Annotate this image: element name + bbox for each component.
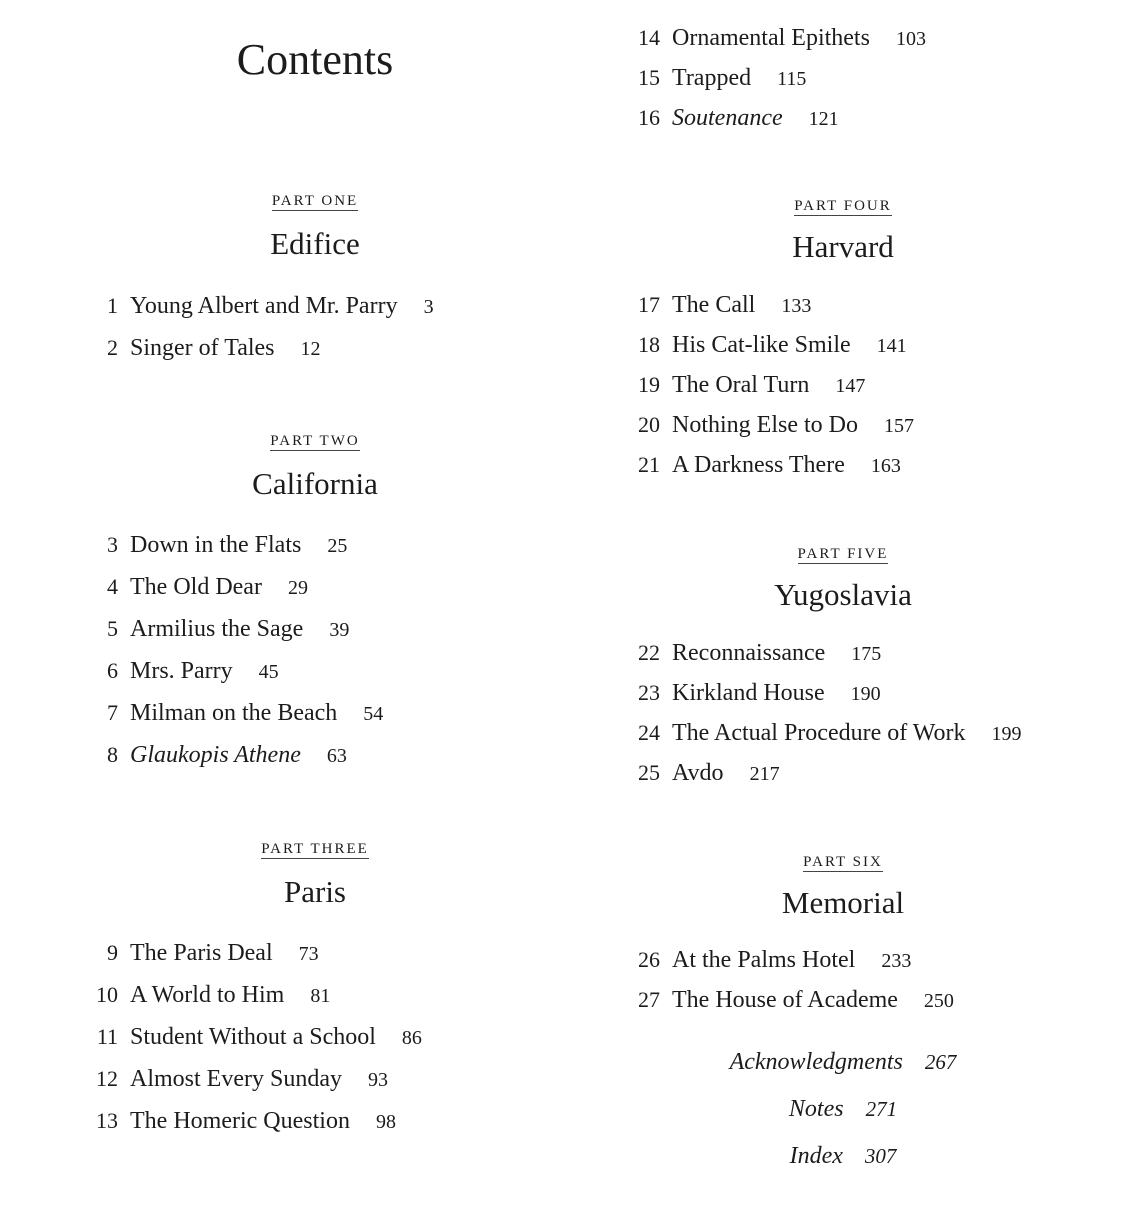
toc-entry[interactable]: 24 The Actual Procedure of Work 199 (638, 720, 1022, 746)
toc-entry[interactable]: 7 Milman on the Beach 54 (107, 700, 384, 726)
page-title: Contents (236, 35, 394, 84)
part-label: PART SIX (803, 854, 883, 870)
toc-entry[interactable]: 1 Young Albert and Mr. Parry 3 (107, 293, 434, 319)
toc-entry[interactable]: 17 The Call 133 (638, 292, 812, 318)
part-label: PART TWO (270, 433, 360, 449)
toc-entry[interactable]: 2 Singer of Tales 12 (107, 335, 321, 361)
toc-entry[interactable]: 10 A World to Him 81 (96, 982, 331, 1008)
toc-entry[interactable]: 5 Armilius the Sage 39 (107, 616, 350, 642)
toc-entry[interactable]: 3 Down in the Flats 25 (107, 532, 348, 558)
part-title: Paris (284, 874, 346, 909)
part-title: Memorial (781, 885, 905, 920)
toc-entry[interactable]: 22 Reconnaissance 175 (638, 640, 882, 666)
toc-entry[interactable]: 9 The Paris Deal 73 (107, 940, 319, 966)
toc-entry[interactable]: 23 Kirkland House 190 (638, 680, 881, 706)
part-label: PART FIVE (797, 546, 889, 562)
part-title: Edifice (270, 226, 360, 261)
toc-entry[interactable]: 25 Avdo 217 (638, 760, 780, 786)
toc-entry[interactable]: 18 His Cat-like Smile 141 (638, 332, 907, 358)
toc-entry[interactable]: 13 The Homeric Question 98 (96, 1108, 396, 1134)
toc-entry[interactable]: 4 The Old Dear 29 (107, 574, 308, 600)
back-matter-entry[interactable]: Index 307 (789, 1143, 897, 1169)
part-title: Yugoslavia (774, 577, 912, 612)
toc-entry[interactable]: 21 A Darkness There 163 (638, 452, 901, 478)
toc-entry[interactable]: 19 The Oral Turn 147 (638, 372, 866, 398)
toc-entry[interactable]: 6 Mrs. Parry 45 (107, 658, 279, 684)
toc-entry[interactable]: 20 Nothing Else to Do 157 (638, 412, 914, 438)
back-matter-entry[interactable]: Acknowledgments 267 (729, 1049, 957, 1075)
toc-entry[interactable]: 26 At the Palms Hotel 233 (638, 947, 912, 973)
toc-entry[interactable]: 14 Ornamental Epithets 103 (638, 25, 926, 51)
toc-entry[interactable]: 12 Almost Every Sunday 93 (96, 1066, 388, 1092)
toc-entry[interactable]: 27 The House of Academe 250 (638, 987, 954, 1013)
part-label: PART THREE (261, 841, 369, 857)
part-label: PART FOUR (794, 198, 892, 214)
toc-entry[interactable]: 15 Trapped 115 (638, 65, 807, 91)
back-matter-entry[interactable]: Notes 271 (788, 1096, 898, 1122)
part-title: California (252, 466, 378, 501)
toc-entry[interactable]: 11 Student Without a School 86 (96, 1024, 422, 1050)
part-title: Harvard (792, 229, 894, 264)
toc-entry[interactable]: 8 Glaukopis Athene 63 (107, 742, 347, 768)
part-label: PART ONE (271, 193, 359, 209)
toc-entry[interactable]: 16 Soutenance 121 (638, 105, 839, 131)
